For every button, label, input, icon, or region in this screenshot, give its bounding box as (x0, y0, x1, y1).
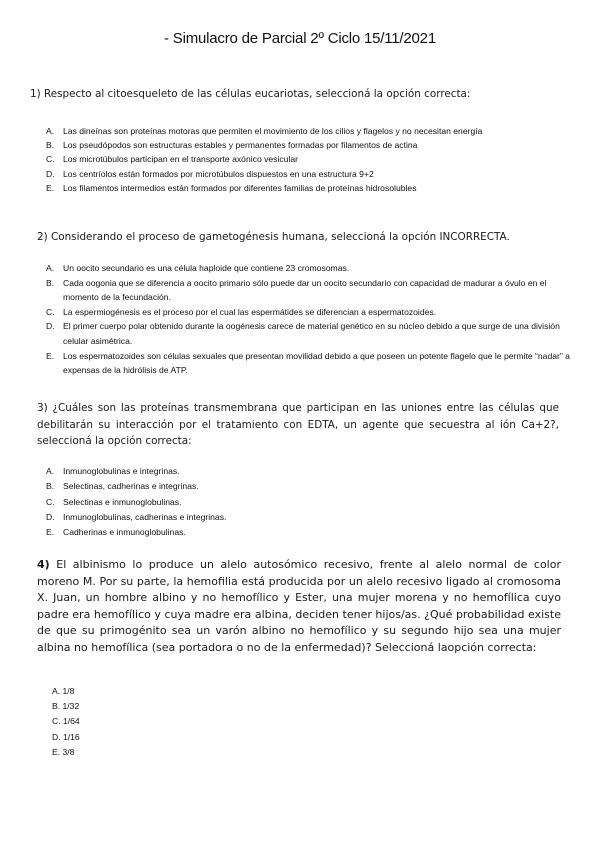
option-3a[interactable]: A. Inmunoglobulinas e integrinas. (46, 466, 180, 476)
option-3b[interactable]: B. Selectinas, cadherinas e integrinas. (46, 481, 199, 492)
option-4c[interactable]: C. 1/64 (52, 716, 80, 727)
question-1-options (46, 124, 566, 195)
option-4a[interactable]: A. 1/8 (52, 686, 75, 696)
option-2a[interactable]: A. Un oocito secundario es una célula haploide que contiene 23 cromosomas. (46, 263, 350, 273)
question-4-options (35, 684, 235, 760)
option-2e[interactable]: E. Los espermatozoides son células sexuales que presentan movilidad debido a que poseen un potente flagelo que le permite “nadar” a expensas de la hidrólisis de ATP. (46, 350, 570, 376)
option-3c[interactable]: C. Selectinas e inmunoglobulinas. (46, 496, 182, 507)
page-title: - Simulacro de Parcial 2º Ciclo 15/11/2021 (164, 30, 436, 47)
question-1-text: 1) Respecto al citoesqueleto de las células eucariotas, seleccioná la opción correcta: (30, 88, 471, 100)
option-3e[interactable]: E. Cadherinas e inmunoglobulinas. (46, 527, 186, 538)
question-4-number: 4) (37, 558, 50, 571)
option-3d[interactable]: D. Inmunoglobulinas, cadherinas e integrinas. (46, 511, 227, 522)
question-2-options (46, 261, 576, 378)
question-2-text: 2) Considerando el proceso de gametogénesis humana, seleccioná la opción INCORRECTA. (37, 231, 510, 243)
option-1e[interactable]: E. Los filamentos intermedios están formados por diferentes familias de proteínas hidrosolubles (46, 182, 417, 193)
question-3-options (46, 464, 346, 540)
option-1b[interactable]: B. Los pseudópodos son estructuras estables y permanentes formadas por filamentos de actina (46, 140, 418, 151)
option-1a[interactable]: A. Las dineínas son proteínas motoras que permiten el movimiento de los cilios y flagelos y no necesitan energía (46, 126, 483, 136)
option-4b[interactable]: B. 1/32 (52, 701, 80, 712)
option-1d[interactable]: D. Los centríolos están formados por microtúbulos dispuestos en una estructura 9+2 (46, 168, 374, 179)
option-2b[interactable]: B. Cada oogonia que se diferencia a oocito primario sólo puede dar un oocito secundario con capacidad de madurar a óvulo en el momento de la fecundación. (46, 277, 547, 303)
option-4d[interactable]: D. 1/16 (52, 731, 80, 742)
question-3-text: 3) ¿Cuáles son las proteínas transmembrana que participan en las uniones entre las células que debilitarán su interacción por el tratamiento con EDTA, un agente que secuestra al ión Ca+2?, seleccioná la opción correcta: (37, 402, 559, 447)
option-4e[interactable]: E. 3/8 (52, 746, 75, 757)
question-4-text (37, 557, 561, 656)
option-2d[interactable]: D. El primer cuerpo polar obtenido durante la oogénesis carece de material genético en su núcleo debido a que surge de una división celular asimétrica. (46, 321, 560, 346)
option-1c[interactable]: C. Los microtúbulos participan en el transporte axónico vesicular (46, 154, 299, 165)
option-2c[interactable]: C. La espermiogénesis es el proceso por el cual las espermátides se diferencian a espermatozoides. (46, 306, 437, 317)
question-4-body: El albinismo lo produce un alelo autosómico recesivo, frente al alelo normal de color moreno M. Por su parte, la hemofilia está producida por un alelo recesivo ligado al cromosoma X. Juan, un hombre albino y no hemofílico y Ester, una mujer morena y no hemofílica cuyo padre era hemofílico y cuya madre era albina, deciden tener hijos/as. ¿Qué probabilidad existe de que su primogénito sea un varón albino no hemofílico y su segundo hijo sea una mujer albina no hemofílica (sea portadora o no de la enfermedad)? Seleccioná laopción correcta: (37, 558, 561, 654)
